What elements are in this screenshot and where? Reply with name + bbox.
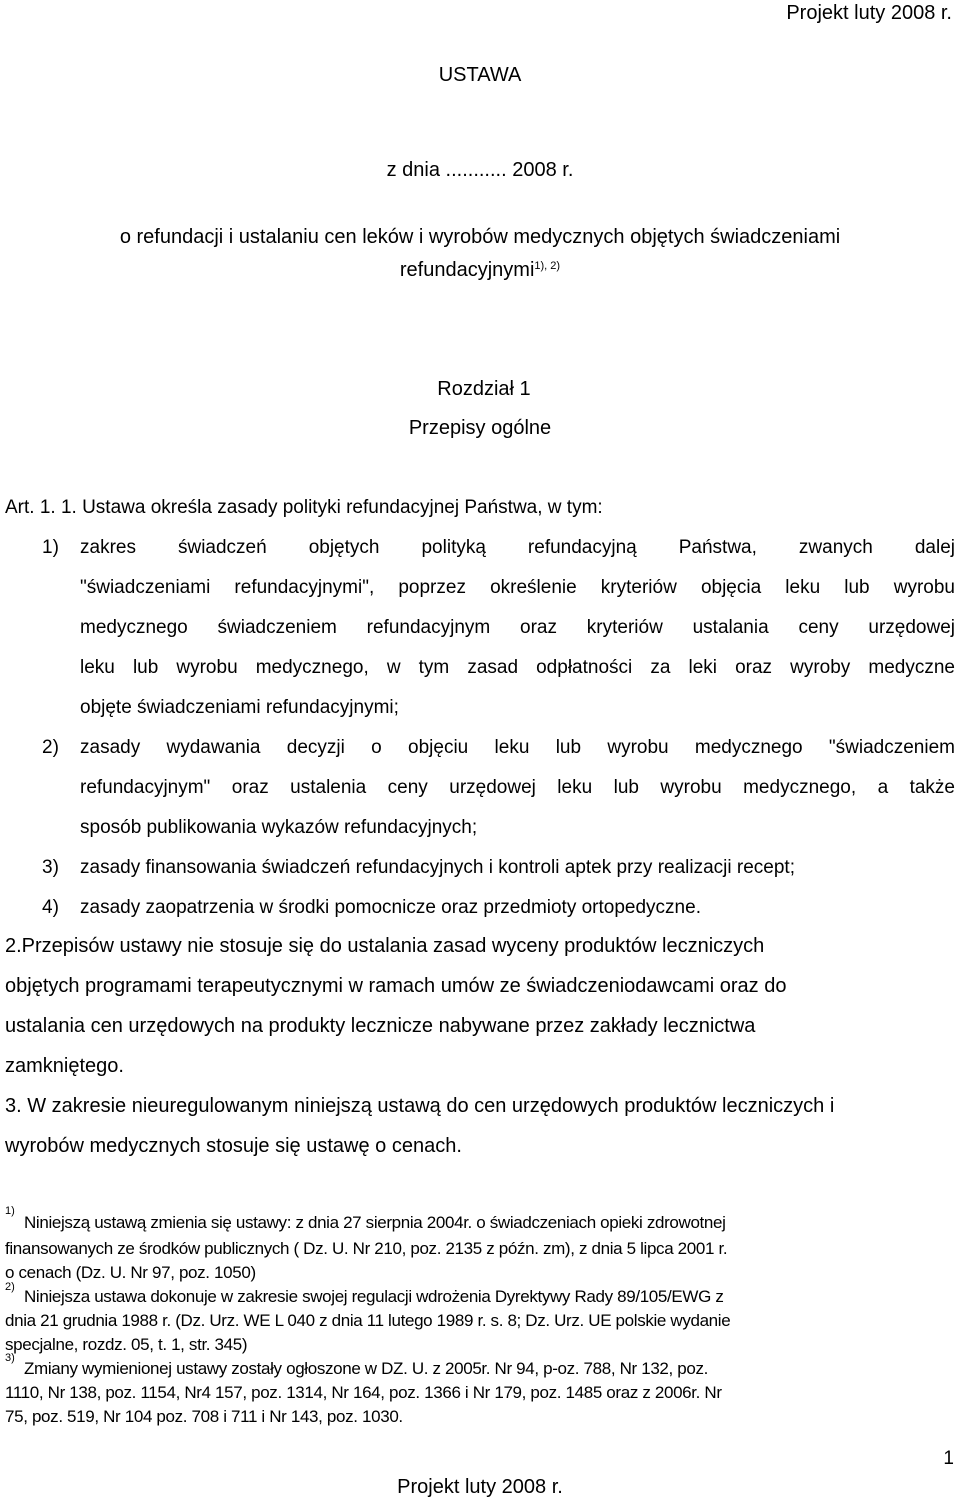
item2-line: refundacyjnym" oraz ustalenia ceny urzędowej leku lub wyrobu medycznego, a także <box>80 777 955 798</box>
item1-number: 1) <box>42 537 59 558</box>
item1-line: medycznego świadczeniem refundacyjnym oraz kryteriów ustalania ceny urzędowej <box>80 617 955 638</box>
act-title: USTAWA <box>438 64 522 86</box>
footnote-marker: 3) <box>5 1352 15 1364</box>
footnote-line: Zmiany wymienionej ustawy zostały ogłoszone w DZ. U. z 2005r. Nr 94, p-oz. 788, Nr 132, poz. <box>24 1359 709 1378</box>
footnote-line: Niniejszą ustawą zmienia się ustawy: z dnia 27 sierpnia 2004r. o świadczeniach opieki zdrowotnej <box>24 1213 726 1232</box>
item2-number: 2) <box>42 737 59 758</box>
item4-number: 4) <box>42 897 59 918</box>
page-number: 1 <box>943 1448 954 1469</box>
item4-text: zasady zaopatrzenia w środki pomocnicze oraz przedmioty ortopedyczne. <box>80 897 701 918</box>
footnote-line: 1110, Nr 138, poz. 1154, Nr4 157, poz. 1314, Nr 164, poz. 1366 i Nr 179, poz. 1485 oraz z 2006r. Nr <box>5 1383 722 1402</box>
footnote-line: 75, poz. 519, Nr 104 poz. 708 i 711 i Nr 143, poz. 1030. <box>5 1407 403 1426</box>
chapter-name: Przepisy ogólne <box>408 417 552 439</box>
footnote-line: o cenach (Dz. U. Nr 97, poz. 1050) <box>5 1263 256 1282</box>
item3-text: zasady finansowania świadczeń refundacyjnych i kontroli aptek przy realizacji recept; <box>80 857 795 878</box>
para3-line: wyrobów medycznych stosuje się ustawę o cenach. <box>5 1135 462 1157</box>
footnote-line: finansowanych ze środków publicznych ( Dz. U. Nr 210, poz. 2135 z późn. zm), z dnia 5 lipca 2001 r. <box>5 1239 728 1258</box>
item3-number: 3) <box>42 857 59 878</box>
para2-line: 2.Przepisów ustawy nie stosuje się do ustalania zasad wyceny produktów leczniczych <box>5 935 765 957</box>
act-subject-refs: 1), 2) <box>534 260 561 272</box>
item2-line: sposób publikowania wykazów refundacyjnych; <box>80 817 478 838</box>
chapter-number: Rozdział 1 <box>437 378 531 400</box>
footer-label: Projekt luty 2008 r. <box>397 1476 563 1498</box>
footnote-line: dnia 21 grudnia 1988 r. (Dz. Urz. WE L 040 z dnia 11 lutego 1989 r. s. 8; Dz. Urz. UE polskie wydanie <box>5 1311 731 1330</box>
footnote-line: specjalne, rozdz. 05, t. 1, str. 345) <box>5 1335 248 1354</box>
footnote-marker: 2) <box>5 1281 15 1293</box>
item1-line: zakres świadczeń objętych polityką refundacyjną Państwa, zwanych dalej <box>80 537 955 558</box>
act-subject-text: refundacyjnymi <box>399 259 535 281</box>
act-subject-line1: o refundacji i ustalaniu cen leków i wyrobów medycznych objętych świadczeniami <box>119 226 841 248</box>
para2-line: zamkniętego. <box>5 1055 124 1077</box>
act-date: z dnia ........... 2008 r. <box>386 159 574 181</box>
header-label: Projekt luty 2008 r. <box>786 2 952 24</box>
footnote-marker: 1) <box>5 1205 15 1217</box>
art1-intro: Art. 1. 1. Ustawa określa zasady polityki refundacyjnej Państwa, w tym: <box>5 497 603 518</box>
footnote-line: Niniejsza ustawa dokonuje w zakresie swojej regulacji wdrożenia Dyrektywy Rady 89/105/EWG z <box>24 1287 724 1306</box>
para2-line: objętych programami terapeutycznymi w ramach umów ze świadczeniodawcami oraz do <box>5 975 787 997</box>
act-subject-line2 <box>0 259 960 282</box>
item1-line: leku lub wyrobu medycznego, w tym zasad odpłatności za leki oraz wyroby medyczne <box>80 657 955 678</box>
item1-line: "świadczeniami refundacyjnymi", poprzez określenie kryteriów objęcia leku lub wyrobu <box>80 577 955 598</box>
item1-line: objęte świadczeniami refundacyjnymi; <box>80 697 399 718</box>
item2-line: zasady wydawania decyzji o objęciu leku lub wyrobu medycznego "świadczeniem <box>80 737 955 758</box>
para3-line: 3. W zakresie nieuregulowanym niniejszą ustawą do cen urzędowych produktów leczniczych i <box>5 1095 835 1117</box>
para2-line: ustalania cen urzędowych na produkty lecznicze nabywane przez zakłady lecznictwa <box>5 1015 756 1037</box>
